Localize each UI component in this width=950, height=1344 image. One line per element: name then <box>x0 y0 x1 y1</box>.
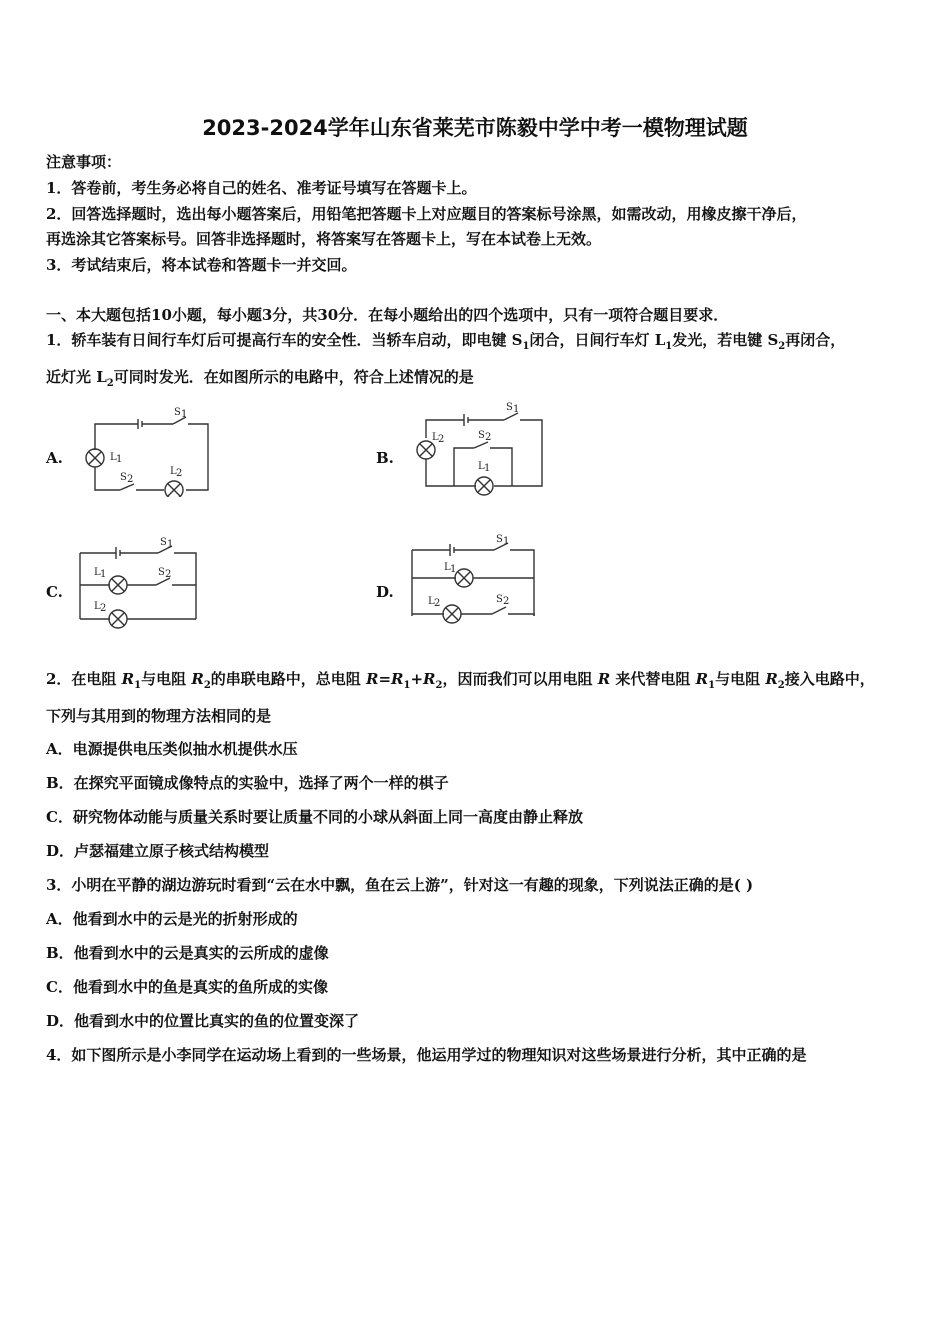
svg-text:2: 2 <box>176 468 183 479</box>
q3-option-b[interactable]: B．他看到水中的云是真实的云所成的虚像 <box>46 944 329 962</box>
svg-text:1: 1 <box>181 409 188 420</box>
svg-text:1: 1 <box>513 404 520 415</box>
q1-option-a-label[interactable]: A. <box>46 449 63 467</box>
svg-text:L: L <box>94 601 101 612</box>
notice-item-3: 3．考试结束后，将本试卷和答题卡一并交回。 <box>46 256 357 274</box>
svg-text:2: 2 <box>485 432 492 443</box>
q1-circuit-a <box>78 402 218 497</box>
svg-text:2: 2 <box>100 603 107 614</box>
q4-stem: 4．如下图所示是小李同学在运动场上看到的一些场景，他运用学过的物理知识对这些场景进行分析，其中正确的是 <box>46 1046 807 1064</box>
svg-text:2: 2 <box>438 434 445 445</box>
q2-stem-line2: 下列与其用到的物理方法相同的是 <box>46 707 272 725</box>
q1-option-b-label[interactable]: B. <box>376 449 394 467</box>
q1-stem-line1: 1．轿车装有日间行车灯后可提高行车的安全性．当轿车启动，即电键 $S_1$闭合，日间行车灯 $L_1$发光，若电键 $S_2$再闭合， <box>46 331 846 352</box>
q3-option-a[interactable]: A．他看到水中的云是光的折射形成的 <box>46 910 298 928</box>
svg-text:1: 1 <box>167 539 174 550</box>
q2-option-d[interactable]: D．卢瑟福建立原子核式结构模型 <box>46 842 270 860</box>
page-title: 2023-2024学年山东省莱芜市陈毅中学中考一模物理试题 <box>202 116 748 140</box>
svg-text:S: S <box>160 537 167 548</box>
section-heading: 一、本大题包括10小题，每小题3分，共30分．在每小题给出的四个选项中，只有一项符合题目要求． <box>46 306 729 324</box>
svg-text:2: 2 <box>165 569 172 580</box>
q1-circuit-d <box>404 530 549 630</box>
q3-option-d[interactable]: D．他看到水中的位置比真实的鱼的位置变深了 <box>46 1012 360 1030</box>
svg-text:L: L <box>428 596 435 607</box>
svg-text:2: 2 <box>503 596 510 607</box>
svg-text:L: L <box>444 562 451 573</box>
svg-text:2: 2 <box>434 598 441 609</box>
svg-text:2: 2 <box>127 474 134 485</box>
q2-option-b[interactable]: B．在探究平面镜成像特点的实验中，选择了两个一样的棋子 <box>46 774 449 792</box>
svg-text:S: S <box>120 472 127 483</box>
svg-text:L: L <box>110 452 117 463</box>
q1-stem-line2: 近灯光 $L_2$可同时发光．在如图所示的电路中，符合上述情况的是 <box>46 368 474 389</box>
notice-item-1: 1．答卷前，考生务必将自己的姓名、准考证号填写在答题卡上。 <box>46 179 477 197</box>
q2-option-a[interactable]: A．电源提供电压类似抽水机提供水压 <box>46 740 298 758</box>
notice-heading: 注意事项： <box>46 153 122 171</box>
q1-option-d-label[interactable]: D. <box>376 583 394 601</box>
svg-text:1: 1 <box>484 463 491 474</box>
svg-text:L: L <box>478 461 485 472</box>
svg-text:S: S <box>496 534 503 545</box>
svg-text:1: 1 <box>100 569 107 580</box>
svg-text:L: L <box>432 432 439 443</box>
svg-text:1: 1 <box>503 536 510 547</box>
q1-circuit-c <box>72 533 212 633</box>
svg-text:1: 1 <box>116 454 123 465</box>
q1-option-c-label[interactable]: C. <box>46 583 63 601</box>
q1-circuit-b <box>408 398 553 498</box>
svg-text:S: S <box>158 567 165 578</box>
svg-text:S: S <box>478 430 485 441</box>
svg-text:S: S <box>174 407 181 418</box>
notice-item-2: 2．回答选择题时，选出每小题答案后，用铅笔把答题卡上对应题目的答案标号涂黑，如需改动，用橡皮擦干净后， <box>46 205 807 223</box>
q2-option-c[interactable]: C．研究物体动能与质量关系时要让质量不同的小球从斜面上同一高度由静止释放 <box>46 808 583 826</box>
svg-text:L: L <box>170 466 177 477</box>
q3-stem: 3．小明在平静的湖边游玩时看到“云在水中飘，鱼在云上游”，针对这一有趣的现象，下列说法正确的是( ) <box>46 876 754 894</box>
svg-text:L: L <box>94 567 101 578</box>
svg-text:S: S <box>496 594 503 605</box>
q2-stem-line1: 2．在电阻 $R_1$与电阻 $R_2$的串联电路中，总电阻 $R=R_1+R_2$，因而我们可以用电阻 R 来代替电阻 $R_1$与电阻 $R_2$接入电路中， <box>46 670 875 691</box>
svg-text:1: 1 <box>450 564 457 575</box>
svg-text:S: S <box>506 402 513 413</box>
notice-item-2-cont: 再选涂其它答案标号。回答非选择题时，将答案写在答题卡上，写在本试卷上无效。 <box>46 230 602 248</box>
q3-option-c[interactable]: C．他看到水中的鱼是真实的鱼所成的实像 <box>46 978 328 996</box>
